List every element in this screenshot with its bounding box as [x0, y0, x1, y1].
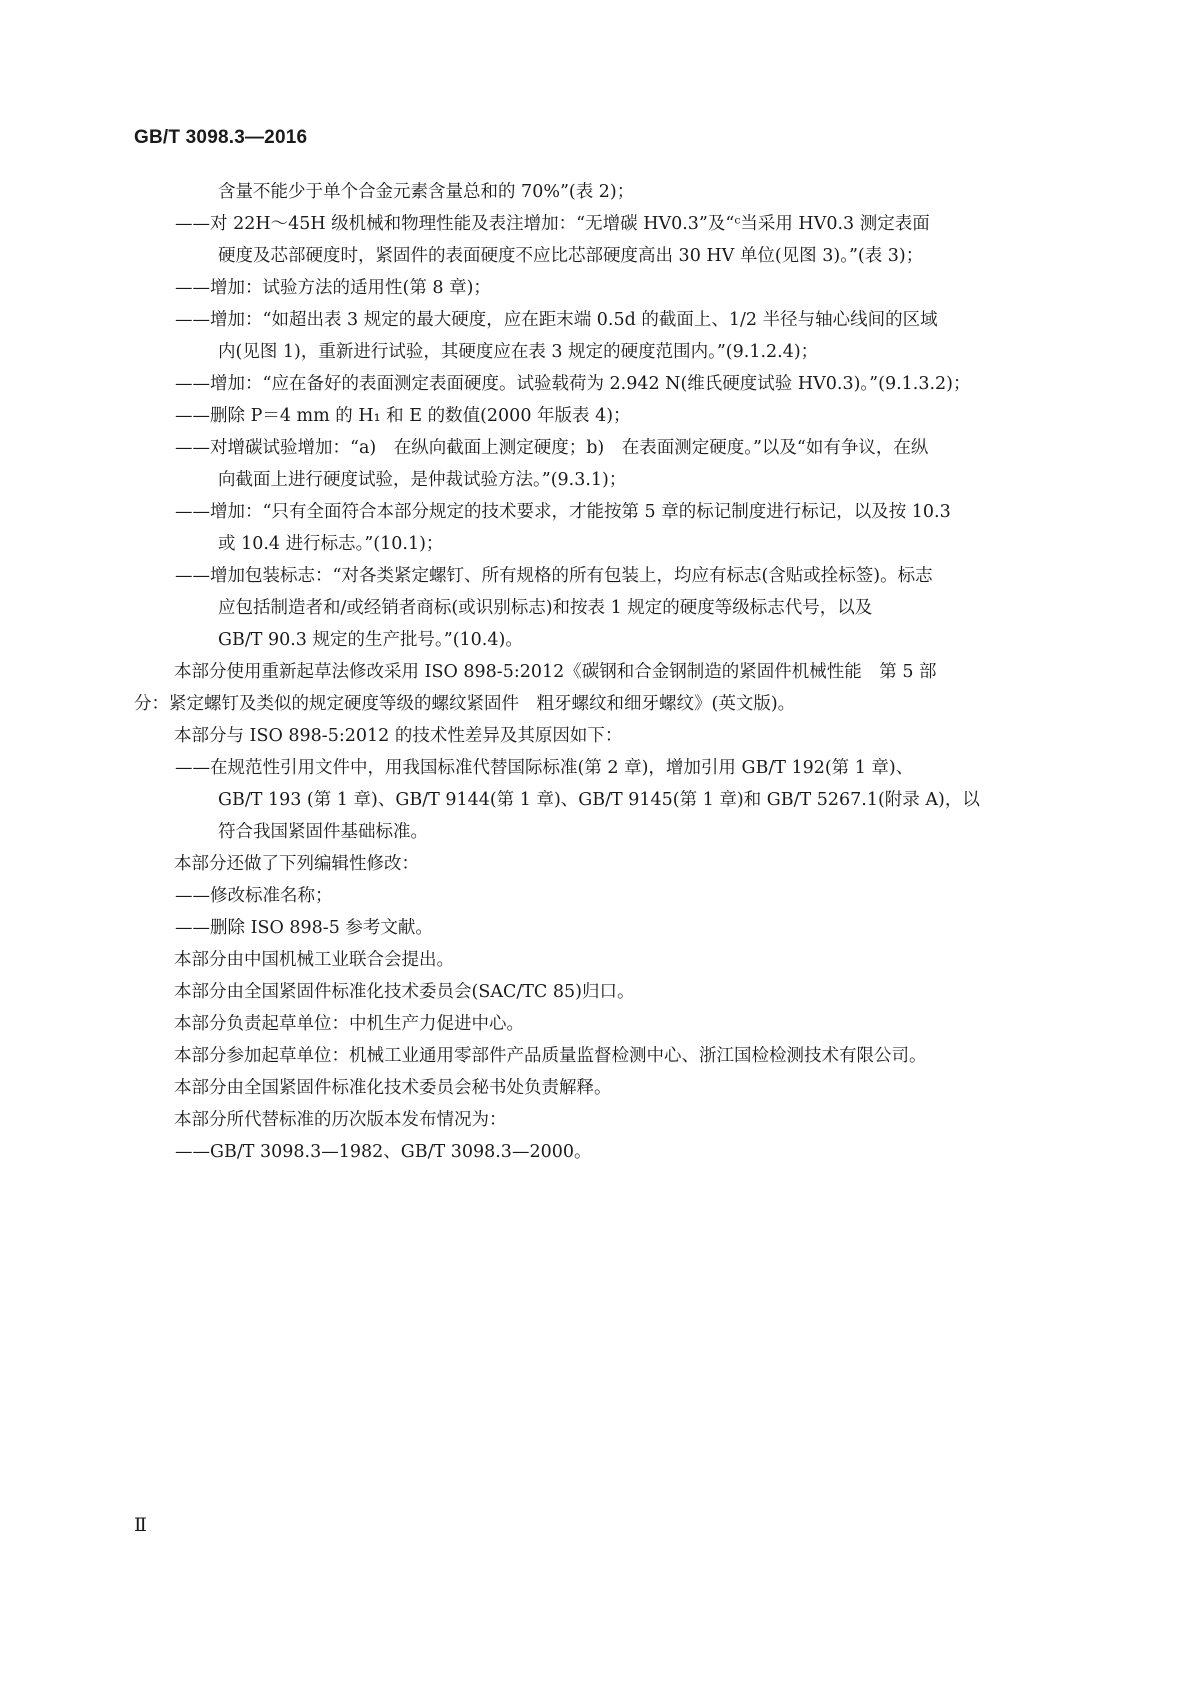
text-line: ——增加：“如超出表 3 规定的最大硬度，应在距末端 0.5d 的截面上、1/2 半径与轴心线间的区域 [175, 310, 938, 330]
text-line: 本部分由全国紧固件标准化技术委员会(SAC/TC 85)归口。 [174, 982, 635, 1002]
text-line: 本部分与 ISO 898-5:2012 的技术性差异及其原因如下： [174, 726, 623, 746]
text-line: ——对 22H～45H 级机械和物理性能及表注增加：“无增碳 HV0.3”及“ᶜ当采用 HV0.3 测定表面 [175, 214, 930, 234]
text-line: 符合我国紧固件基础标准。 [218, 822, 428, 842]
text-line: 本部分参加起草单位：机械工业通用零部件产品质量监督检测中心、浙江国检检测技术有限公司。 [174, 1046, 927, 1066]
text-line: ——对增碳试验增加：“a) 在纵向截面上测定硬度；b) 在表面测定硬度。”以及“如有争议，在纵 [175, 438, 929, 458]
text-line: ——在规范性引用文件中，用我国标准代替国际标准(第 2 章)，增加引用 GB/T 192(第 1 章)、 [175, 758, 914, 778]
text-line: ——增加：试验方法的适用性(第 8 章)； [175, 278, 491, 298]
text-line: 分：紧定螺钉及类似的规定硬度等级的螺纹紧固件 粗牙螺纹和细牙螺纹》(英文版)。 [134, 694, 796, 714]
text-line: ——修改标准名称； [175, 886, 333, 906]
text-line: ——删除 P＝4 mm 的 H₁ 和 E 的数值(2000 年版表 4)； [175, 406, 631, 426]
text-line: 本部分使用重新起草法修改采用 ISO 898-5:2012《碳钢和合金钢制造的紧固件机械性能 第 5 部 [174, 662, 937, 682]
text-line: 内(见图 1)，重新进行试验，其硬度应在表 3 规定的硬度范围内。”(9.1.2.4)； [218, 342, 819, 362]
text-line: 本部分所代替标准的历次版本发布情况为： [174, 1110, 507, 1130]
text-line: ——GB/T 3098.3—1982、GB/T 3098.3—2000。 [175, 1142, 592, 1162]
text-line: 硬度及芯部硬度时，紧固件的表面硬度不应比芯部硬度高出 30 HV 单位(见图 3)。”(表 3)； [218, 246, 924, 266]
text-line: 本部分由全国紧固件标准化技术委员会秘书处负责解释。 [174, 1078, 612, 1098]
text-line: ——删除 ISO 898-5 参考文献。 [175, 918, 433, 938]
text-line: ——增加：“只有全面符合本部分规定的技术要求，才能按第 5 章的标记制度进行标记，以及按 10.3 [175, 502, 951, 522]
text-line: 本部分由中国机械工业联合会提出。 [174, 950, 454, 970]
text-line: 含量不能少于单个合金元素含量总和的 70%”(表 2)； [218, 182, 635, 202]
text-line: ——增加：“应在备好的表面测定表面硬度。试验载荷为 2.942 N(维氏硬度试验 HV0.3)。”(9.1.3.2)； [175, 374, 971, 394]
text-line: GB/T 193 (第 1 章)、GB/T 9144(第 1 章)、GB/T 9145(第 1 章)和 GB/T 5267.1(附录 A)，以 [218, 790, 980, 810]
foreword-body [134, 176, 1060, 1168]
text-line: 应包括制造者和/或经销者商标(或识别标志)和按表 1 规定的硬度等级标志代号，以及 [218, 598, 873, 618]
text-line: 或 10.4 进行标志。”(10.1)； [218, 534, 444, 554]
text-line: 本部分负责起草单位：中机生产力促进中心。 [174, 1014, 524, 1034]
page-number: Ⅱ [134, 1514, 147, 1536]
text-line: 向截面上进行硬度试验，是仲裁试验方法。”(9.3.1)； [218, 470, 627, 490]
text-line: ——增加包装标志：“对各类紧定螺钉、所有规格的所有包装上，均应有标志(含贴或拴标签)。标志 [175, 566, 933, 586]
text-line: 本部分还做了下列编辑性修改： [174, 854, 419, 874]
document-code-header: GB/T 3098.3—2016 [134, 127, 308, 148]
text-line: GB/T 90.3 规定的生产批号。”(10.4)。 [218, 630, 523, 650]
